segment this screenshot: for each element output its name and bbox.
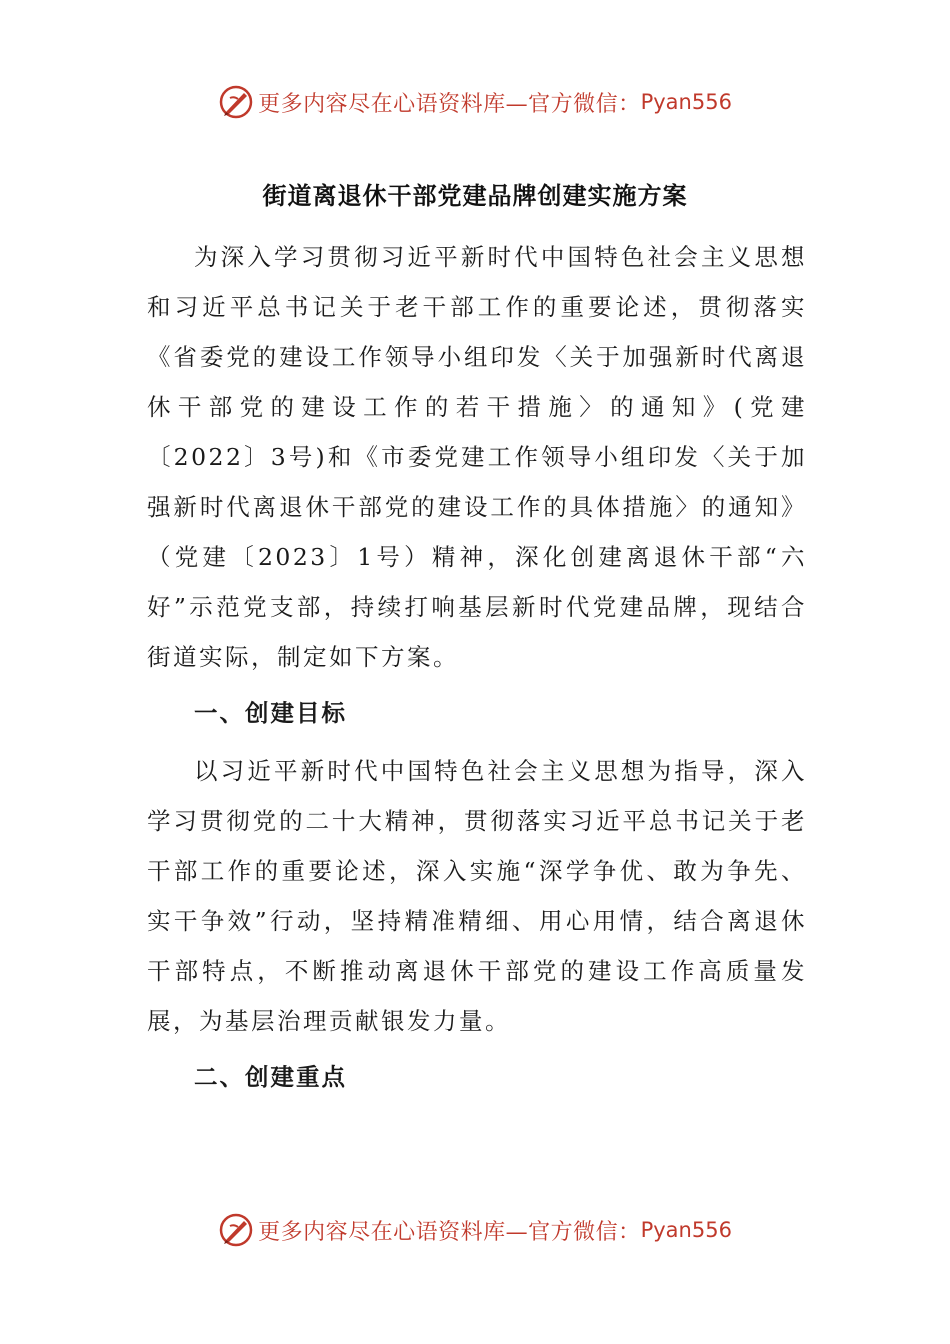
intro-paragraph: 为深入学习贯彻习近平新时代中国特色社会主义思想和习近平总书记关于老干部工作的重要论述，贯彻落实《省委党的建设工作领导小组印发〈关于加强新时代离退休干部党的建设工作的若干措施〉的通知》(党建〔2022〕3号)和《市委党建工作领导小组印发〈关于加强新时代离退休干部党的建设工作的具体措施〉的通知》（党建〔2023〕1号）精神，深化创建离退休干部“六好”示范党支部，持续打响基层新时代党建品牌，现结合街道实际，制定如下方案。 [147,243,807,671]
section-1-heading: 一、创建目标 [194,699,347,727]
bottom-watermark-banner [0,1208,950,1252]
section-2-heading: 二、创建重点 [194,1063,347,1091]
section-1 [147,688,807,738]
document-title: 街道离退休干部党建品牌创建实施方案 [262,182,688,210]
section-1-paragraph: 以习近平新时代中国特色社会主义思想为指导，深入学习贯彻党的二十大精神，贯彻落实习近平总书记关于老干部工作的重要论述，深入实施“深学争优、敢为争先、实干争效”行动，坚持精准精细、用心用情，结合离退休干部特点，不断推动离退休干部党的建设工作高质量发展，为基层治理贡献银发力量。 [147,757,807,1035]
watermark-wechat-id: Pyan556 [640,90,732,114]
pen-circle-logo-icon [218,1212,254,1248]
top-watermark-banner [0,80,950,124]
watermark-wechat-id: Pyan556 [640,1218,732,1242]
section-2 [147,1052,807,1102]
watermark-text: 更多内容尽在心语资料库—官方微信： [258,1219,641,1245]
document-body [147,232,807,682]
section-1-body [147,746,807,1046]
pen-circle-logo-icon [218,84,254,120]
watermark-text: 更多内容尽在心语资料库—官方微信： [258,91,641,117]
